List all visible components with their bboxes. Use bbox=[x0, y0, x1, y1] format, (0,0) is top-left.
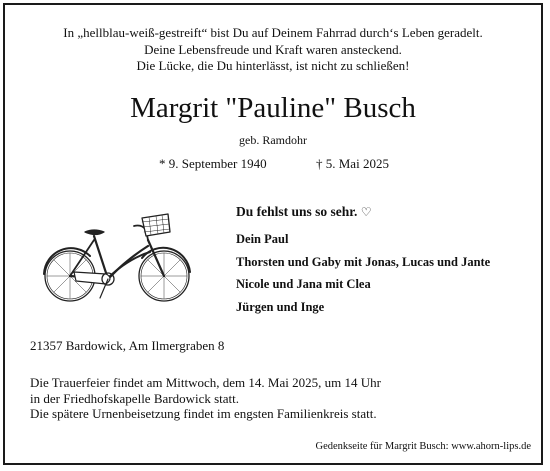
intro-line-3: Die Lücke, die Du hinterlässt, ist nicht zu schließen! bbox=[136, 58, 410, 73]
intro-line-1: In „hellblau-weiß-gestreift“ bist Du auf Deinem Fahrrad durch‘s Leben geradelt. bbox=[63, 25, 483, 40]
funeral-line-2: in der Friedhofskapelle Bardowick statt. bbox=[30, 390, 240, 406]
bicycle-illustration bbox=[38, 210, 198, 310]
mourners-list bbox=[236, 228, 490, 318]
deceased-name: Margrit "Pauline" Busch bbox=[130, 92, 416, 124]
intro-line-2: Deine Lebensfreude und Kraft waren ansteckend. bbox=[144, 41, 402, 57]
funeral-line-1: Die Trauerfeier findet am Mittwoch, dem 14. Mai 2025, um 14 Uhr bbox=[30, 375, 381, 390]
address: 21357 Bardowick, Am Ilmergraben 8 bbox=[30, 338, 225, 353]
intro-poem bbox=[5, 25, 541, 75]
obituary-notice bbox=[3, 3, 543, 465]
motto bbox=[236, 204, 372, 220]
mourner-line: Nicole und Jana mit Clea bbox=[236, 277, 371, 291]
funeral-line-3: Die spätere Urnenbeisetzung findet im engsten Familienkreis statt. bbox=[30, 406, 377, 421]
mourner-line: Dein Paul bbox=[236, 232, 289, 246]
heart-icon: ♡ bbox=[360, 205, 372, 219]
death-date: † 5. Mai 2025 bbox=[316, 156, 389, 171]
mourner-line: Thorsten und Gaby mit Jonas, Lucas und Jante bbox=[236, 254, 491, 269]
memorial-page-link[interactable]: Gedenkseite für Margrit Busch: www.ahorn-lips.de bbox=[315, 441, 531, 452]
birth-date: * 9. September 1940 bbox=[159, 156, 267, 171]
funeral-info bbox=[30, 375, 381, 422]
birth-name: geb. Ramdohr bbox=[239, 133, 307, 147]
mourner-line: Jürgen und Inge bbox=[236, 299, 325, 314]
motto-text: Du fehlst uns so sehr. bbox=[236, 204, 358, 219]
